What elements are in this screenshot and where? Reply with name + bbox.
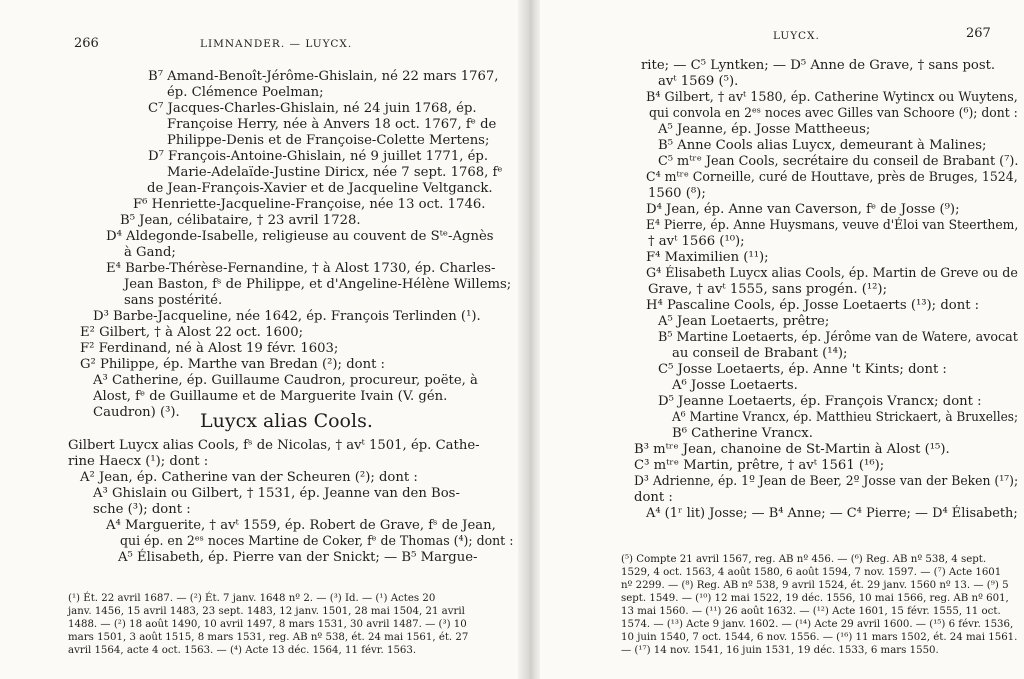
genealogy-line: B⁵ Martine Loetaerts, ép. Jérôme van de Watere, avocat xyxy=(658,330,1018,345)
genealogy-line: A⁶ Josse Loetaerts. xyxy=(672,378,798,393)
section-title: Luycx alias Cools. xyxy=(200,410,373,432)
genealogy-line: H⁴ Pascaline Cools, ép. Josse Loetaerts (¹³); dont : xyxy=(646,298,980,313)
footnote-line: (¹) Ét. 22 avril 1687. — (²) Ét. 7 janv. 1648 nº 2. — (³) Id. — (¹) Actes 20 xyxy=(68,593,436,604)
genealogy-line: rite; — C⁵ Lyntken; — D⁵ Anne de Grave, † sans post. xyxy=(641,58,996,73)
genealogy-line: B⁴ Gilbert, † avᵗ 1580, ép. Catherine Wytincx ou Wuytens, xyxy=(646,90,1018,105)
genealogy-line: E² Gilbert, † à Alost 22 oct. 1600; xyxy=(80,325,304,340)
genealogy-line: C⁷ Jacques-Charles-Ghislain, né 24 juin 1768, ép. xyxy=(148,101,477,116)
genealogy-line: † avᵗ 1566 (¹⁰); xyxy=(648,234,745,249)
footnote-line: mars 1501, 3 août 1515, 8 mars 1531, reg. AB nº 538, ét. 24 mai 1561, ét. 27 xyxy=(68,632,469,643)
genealogy-line: ép. Clémence Poelman; xyxy=(167,85,324,100)
genealogy-line: A⁶ Martine Vrancx, ép. Matthieu Strickaert, à Bruxelles; xyxy=(672,410,1019,425)
genealogy-line: A³ Ghislain ou Gilbert, † 1531, ép. Jeanne van den Bos- xyxy=(93,486,460,501)
left-running-head: LIMNANDER. — LUYCX. xyxy=(200,38,353,50)
genealogy-line: de Jean-François-Xavier et de Jacqueline Veltganck. xyxy=(147,181,493,196)
genealogy-line: dont : xyxy=(634,490,673,505)
genealogy-line: B⁷ Amand-Benoît-Jérôme-Ghislain, né 22 mars 1767, xyxy=(148,69,499,84)
genealogy-line: C⁴ mᵗʳᵉ Corneille, curé de Houttave, près de Bruges, 1524, xyxy=(646,170,1018,185)
footnote-line: janv. 1456, 15 avril 1483, 23 sept. 1483, 12 janv. 1501, 28 mai 1504, 21 avril xyxy=(68,606,465,617)
genealogy-line: G⁴ Élisabeth Luycx alias Cools, ép. Martin de Greve ou de xyxy=(646,266,1018,281)
right-running-head: LUYCX. xyxy=(773,30,820,42)
genealogy-line: A⁵ Jean Loetaerts, prêtre; xyxy=(658,314,830,329)
genealogy-line: B⁵ Anne Cools alias Luycx, demeurant à Malines; xyxy=(658,138,987,153)
genealogy-line: D⁵ Jeanne Loetaerts, ép. François Vrancx; dont : xyxy=(658,394,982,409)
genealogy-line: F⁴ Maximilien (¹¹); xyxy=(646,250,769,265)
genealogy-line: Caudron) (³). xyxy=(93,405,180,420)
footnote-line: sept. 1549. — (¹⁰) 12 mai 1522, 19 déc. 1556, 10 mai 1566, reg. AB nº 601, xyxy=(621,593,1009,604)
genealogy-line: A³ Catherine, ép. Guillaume Caudron, procureur, poëte, à xyxy=(93,373,478,388)
footnote-line: 10 juin 1540, 7 oct. 1544, 6 nov. 1556. — (¹⁶) 11 mars 1502, ét. 24 mai 1561. xyxy=(621,632,1018,643)
genealogy-line: Françoise Herry, née à Anvers 18 oct. 1767, fᵉ de xyxy=(167,117,497,132)
genealogy-line: C⁵ mᵗʳᵉ Jean Cools, secrétaire du conseil de Brabant (⁷). xyxy=(658,154,1019,169)
genealogy-line: C³ mᵗʳᵉ Martin, prêtre, † avᵗ 1561 (¹⁶); xyxy=(634,458,885,473)
genealogy-line: 1560 (⁸); xyxy=(648,186,706,201)
genealogy-line: Philippe-Denis et de Françoise-Colette Mertens; xyxy=(167,133,490,148)
genealogy-line: sans postérité. xyxy=(124,293,223,308)
genealogy-line: Jean Baston, fˢ de Philippe, et d'Angeline-Hélène Willems; xyxy=(124,277,512,292)
left-page-number: 266 xyxy=(74,36,99,51)
genealogy-line: D⁷ François-Antoine-Ghislain, né 9 juillet 1771, ép. xyxy=(148,149,489,164)
genealogy-line: C⁵ Josse Loetaerts, ép. Anne 't Kints; dont : xyxy=(658,362,947,377)
footnote-line: 1529, 4 oct. 1563, 4 août 1580, 6 août 1594, 7 nov. 1597. — (⁷) Acte 1601 xyxy=(621,567,1002,578)
genealogy-line: G² Philippe, ép. Marthe van Bredan (²); dont : xyxy=(80,357,385,372)
footnote-line: 1574. — (¹³) Acte 9 janv. 1602. — (¹⁴) Acte 29 avril 1600. — (¹⁵) 6 févr. 1536, xyxy=(621,619,1014,630)
genealogy-line: A⁴ Marguerite, † avᵗ 1559, ép. Robert de Grave, fˢ de Jean, xyxy=(106,518,496,533)
genealogy-line: D⁴ Aldegonde-Isabelle, religieuse au couvent de Sᵗᵉ-Agnès xyxy=(106,229,494,244)
genealogy-line: à Gand; xyxy=(124,245,176,260)
genealogy-line: E⁴ Pierre, ép. Anne Huysmans, veuve d'Éloi van Steerthem, xyxy=(646,218,1019,233)
genealogy-line: E⁴ Barbe-Thérèse-Fernandine, † à Alost 1730, ép. Charles- xyxy=(106,261,496,276)
genealogy-line: B³ mᵗʳᵉ Jean, chanoine de St-Martin à Alost (¹⁵). xyxy=(634,442,950,457)
right-page xyxy=(540,0,1024,679)
genealogy-line: A⁴ (1ʳ lit) Josse; — B⁴ Anne; — C⁴ Pierre; — D⁴ Élisabeth; xyxy=(646,506,1018,521)
genealogy-line: qui ép. en 2ᵉˢ noces Martine de Coker, fᵉ de Thomas (⁴); dont : xyxy=(120,534,514,549)
genealogy-line: au conseil de Brabant (¹⁴); xyxy=(672,346,848,361)
book-gutter xyxy=(518,0,542,679)
genealogy-line: Gilbert Luycx alias Cools, fˢ de Nicolas, † avᵗ 1501, ép. Cathe- xyxy=(68,438,480,453)
footnote-line: avril 1564, acte 4 oct. 1563. — (⁴) Acte 13 déc. 1564, 11 févr. 1563. xyxy=(68,645,417,656)
footnote-line: — (¹⁷) 14 nov. 1541, 16 juin 1531, 19 déc. 1533, 6 mars 1550. xyxy=(621,645,939,656)
genealogy-line: D³ Barbe-Jacqueline, née 1642, ép. François Terlinden (¹). xyxy=(93,309,481,324)
genealogy-line: B⁵ Jean, célibataire, † 23 avril 1728. xyxy=(120,213,361,228)
genealogy-line: Marie-Adelaïde-Justine Diricx, née 7 sept. 1768, fᵉ xyxy=(167,165,503,180)
genealogy-line: sche (³); dont : xyxy=(93,502,191,517)
genealogy-line: B⁶ Catherine Vrancx. xyxy=(672,426,813,441)
footnote-line: nº 2299. — (⁸) Reg. AB nº 538, 9 avril 1524, ét. 29 janv. 1560 nº 13. — (⁹) 5 xyxy=(621,580,1009,591)
footnote-line: (⁵) Compte 21 avril 1567, reg. AB nº 456. — (⁶) Reg. AB nº 538, 4 sept. xyxy=(621,554,987,565)
genealogy-line: A⁵ Jeanne, ép. Josse Mattheeus; xyxy=(658,122,871,137)
genealogy-line: F² Ferdinand, né à Alost 19 févr. 1603; xyxy=(80,341,339,356)
genealogy-line: F⁶ Henriette-Jacqueline-Françoise, née 13 oct. 1746. xyxy=(133,197,486,212)
right-page-number: 267 xyxy=(966,26,991,41)
genealogy-line: rine Haecx (¹); dont : xyxy=(68,454,209,469)
genealogy-line: Alost, fᵉ de Guillaume et de Marguerite Ivain (V. gén. xyxy=(93,389,448,404)
genealogy-line: A² Jean, ép. Catherine van der Scheuren (²); dont : xyxy=(80,470,418,485)
genealogy-line: qui convola en 2ᵉˢ noces avec Gilles van Schoore (⁶); dont : xyxy=(649,106,1018,121)
footnote-line: 13 mai 1560. — (¹¹) 26 août 1632. — (¹²) Acte 1601, 15 févr. 1555, 11 oct. xyxy=(621,606,1001,617)
genealogy-line: D³ Adrienne, ép. 1º Jean de Beer, 2º Josse van der Beken (¹⁷); xyxy=(634,474,1019,489)
genealogy-line: Grave, † avᵗ 1555, sans progén. (¹²); xyxy=(648,282,888,297)
genealogy-line: A⁵ Élisabeth, ép. Pierre van der Snickt; — B⁵ Margue- xyxy=(118,550,478,565)
footnote-line: 1488. — (²) 18 août 1490, 10 avril 1497, 8 mars 1531, 30 avril 1487. — (³) 10 xyxy=(68,619,467,630)
genealogy-line: D⁴ Jean, ép. Anne van Caverson, fᵉ de Josse (⁹); xyxy=(646,202,960,217)
genealogy-line: avᵗ 1569 (⁵). xyxy=(658,74,739,89)
